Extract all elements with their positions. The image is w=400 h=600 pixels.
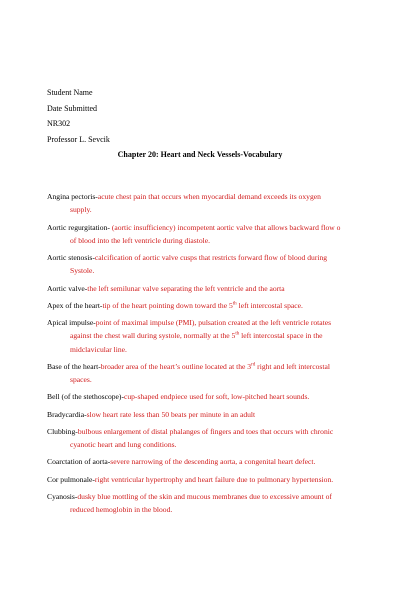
ordinal-superscript: th [232, 301, 237, 307]
definition-text: against the chest wall during systole, normally at the 5 [70, 331, 236, 341]
entry-continuation-line [47, 373, 377, 386]
entry-first-line [47, 455, 377, 468]
document-title: Chapter 20: Heart and Neck Vessels-Vocabulary [117, 150, 283, 159]
vocabulary-entry [47, 299, 377, 312]
entry-first-line [47, 299, 377, 312]
vocabulary-term: Clubbing- [47, 426, 78, 436]
entry-continuation-line [47, 264, 377, 277]
vocabulary-entry [47, 360, 377, 386]
vocabulary-definition [101, 362, 330, 371]
entry-first-line [47, 473, 377, 486]
vocabulary-definition: acute chest pain that occurs when myocardial demand exceeds its oxygen [97, 192, 321, 201]
definition-text: left intercostal space. [236, 300, 303, 310]
entry-continuation-line [47, 234, 377, 247]
vocabulary-entry [47, 490, 377, 516]
vocabulary-definition: bulbous enlargement of distal phalanges of fingers and toes that occurs with chronic [77, 426, 334, 436]
vocabulary-definition: (aortic insufficiency) incompetent aortic valve that allows backward flow o [111, 222, 341, 232]
entry-continuation-line [47, 343, 377, 356]
vocabulary-entry [47, 425, 377, 451]
vocabulary-definition: Systole. [70, 266, 95, 276]
vocabulary-entry [47, 316, 377, 356]
vocabulary-definition: dusky blue mottling of the skin and mucous membranes due to excessive amount of [77, 491, 332, 501]
vocabulary-list [47, 190, 377, 520]
vocabulary-term: Cyanosis- [47, 491, 78, 501]
entry-first-line [47, 221, 377, 234]
vocabulary-definition: cyanotic heart and lung conditions. [70, 440, 177, 450]
definition-text: tip of the heart pointing down toward the 5 [102, 300, 233, 310]
vocabulary-term: Cor pulmonale- [47, 474, 95, 484]
vocabulary-definition: of blood into the left ventricle during diastole. [70, 235, 211, 245]
vocabulary-term: Angina pectoris- [47, 192, 98, 201]
student-name: Student Name [47, 88, 93, 97]
entry-first-line [47, 316, 377, 329]
definition-text: broader area of the heart’s outline located at the 3 [100, 361, 252, 371]
entry-first-line [47, 408, 377, 421]
vocabulary-entry [47, 190, 377, 216]
vocabulary-entry [47, 408, 377, 421]
vocabulary-definition: reduced hemoglobin in the blood. [70, 505, 173, 515]
vocabulary-definition: midclavicular line. [70, 344, 127, 354]
vocabulary-definition: the left semilunar valve separating the left ventricle and the aorta [87, 283, 285, 293]
vocabulary-entry [47, 221, 377, 247]
vocabulary-definition: slow heart rate less than 50 beats per minute in an adult [86, 409, 256, 419]
entry-continuation-line [47, 503, 377, 516]
vocabulary-definition [102, 301, 302, 310]
entry-continuation-line [47, 203, 377, 216]
vocabulary-term: Apex of the heart- [47, 300, 103, 310]
course-code: NR302 [47, 119, 71, 128]
vocabulary-entry [47, 390, 377, 403]
ordinal-superscript: rd [251, 362, 256, 368]
document-header [47, 85, 110, 147]
entry-first-line [47, 390, 377, 403]
entry-continuation-line [47, 438, 377, 451]
vocabulary-entry [47, 473, 377, 486]
entry-first-line [47, 282, 377, 295]
vocabulary-definition: spaces. [70, 375, 92, 384]
professor-name: Professor L. Sevcik [47, 134, 110, 144]
vocabulary-definition: supply. [70, 205, 92, 215]
vocabulary-definition: calcification of aortic valve cusps that restricts forward flow of blood during [94, 253, 328, 262]
entry-first-line [47, 360, 377, 373]
vocabulary-definition: severe narrowing of the descending aorta, a congenital heart defect. [110, 457, 316, 467]
definition-text: left intercostal space in the [239, 331, 323, 341]
vocabulary-definition: right ventricular hypertrophy and heart failure due to pulmonary hypertension. [94, 474, 334, 484]
vocabulary-term: Apical impulse- [47, 318, 96, 328]
vocabulary-entry [47, 455, 377, 468]
date-submitted: Date Submitted [47, 103, 97, 113]
entry-first-line [47, 190, 377, 203]
entry-continuation-line [47, 329, 377, 342]
vocabulary-definition: point of maximal impulse (PMI), pulsation created at the left ventricle rotates [95, 318, 332, 328]
vocabulary-entry [47, 251, 377, 277]
vocabulary-definition: cup-shaped endpiece used for soft, low-pitched heart sounds. [123, 392, 310, 402]
vocabulary-entry [47, 282, 377, 295]
vocabulary-term: Aortic valve- [47, 283, 88, 293]
vocabulary-term: Bell (of the stethoscope)- [47, 392, 124, 402]
vocabulary-term: Aortic regurgitation- [47, 222, 112, 232]
vocabulary-term: Aortic stenosis- [47, 253, 95, 262]
vocabulary-definition [70, 331, 323, 340]
vocabulary-term: Coarctation of aorta- [47, 457, 111, 467]
definition-text: right and left intercostal [255, 361, 330, 371]
ordinal-superscript: th [235, 331, 240, 337]
entry-first-line [47, 425, 377, 438]
vocabulary-term: Base of the heart- [47, 361, 101, 371]
vocabulary-term: Bradycardia- [47, 409, 87, 419]
entry-first-line [47, 490, 377, 503]
entry-first-line [47, 251, 377, 264]
